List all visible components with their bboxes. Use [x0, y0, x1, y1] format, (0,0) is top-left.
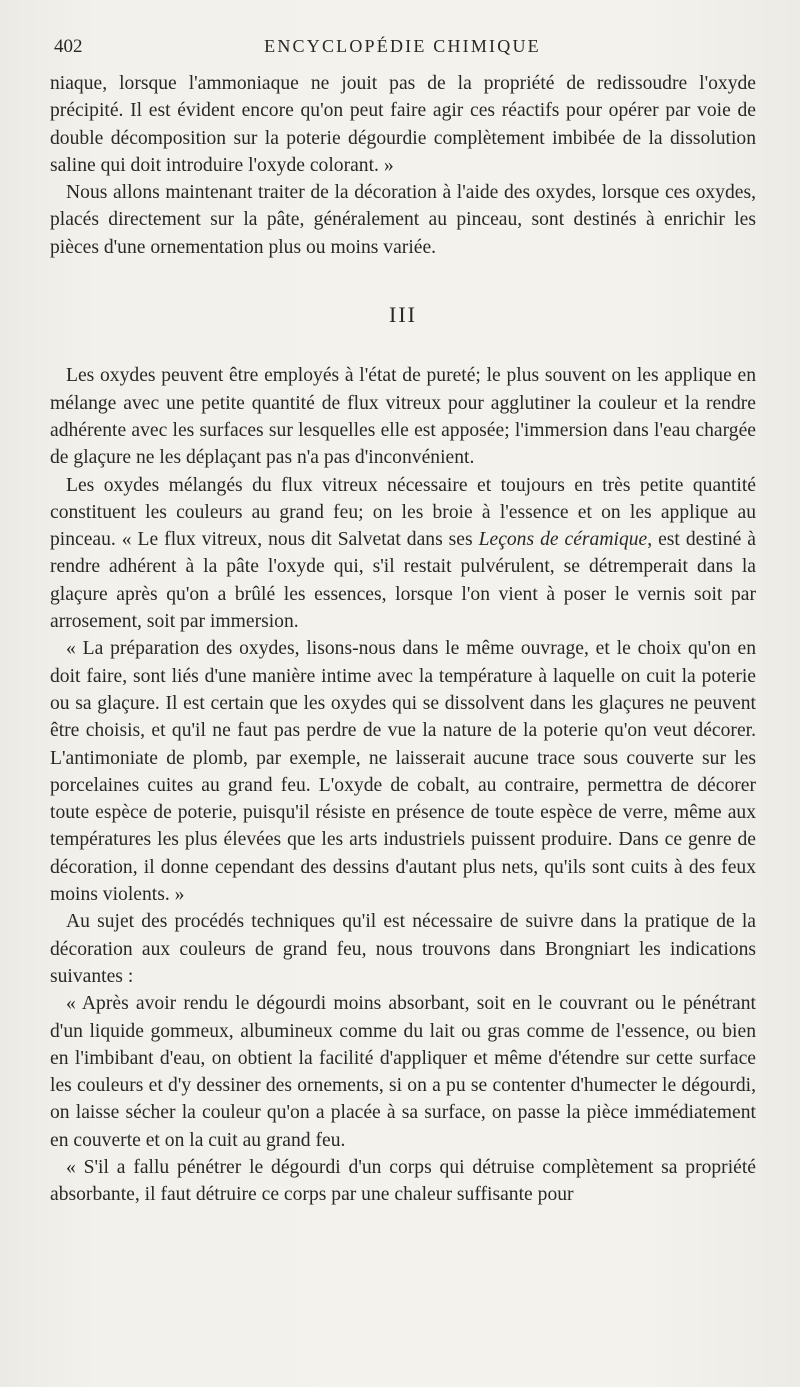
running-title: ENCYCLOPÉDIE CHIMIQUE	[264, 36, 541, 56]
paragraph: Au sujet des procédés techniques qu'il est nécessaire de suivre dans la pratique de la décoration aux couleurs de grand feu, nous trouvons dans Brongniart les indications suivantes :	[50, 911, 756, 987]
page-number: 402	[54, 36, 83, 57]
text-run: , est destiné à rendre adhérent à la pâte l'oxyde qui, s'il restait pulvérulent, se détremperait dans la glaçure après qu'on a brûlé les essences, lorsque l'on vient à poser le vernis soit par arrosement, soit par immersion.	[50, 529, 756, 633]
page-header	[50, 36, 755, 62]
book-title: Leçons de céramique	[478, 529, 648, 551]
body-text	[50, 70, 756, 1209]
section-heading: III	[389, 302, 417, 328]
paragraph-continuation: niaque, lorsque l'ammoniaque ne jouit pas de la propriété de redissoudre l'oxyde précipité. Il est évident encore qu'on peut faire agir ces réactifs pour opérer par voie de double décomposition sur la poterie dégourdie complètement imbibée de la dissolution saline qui doit introduire l'oxyde colorant. »	[50, 73, 756, 176]
paragraph-salvetat	[50, 472, 756, 636]
text-run: Les oxydes mélangés du flux vitreux nécessaire et toujours en très petite quantité constituent les couleurs au grand feu; on les broie à l'essence et on les applique au pinceau. « Le flux vitreux, nous dit Salvetat dans ses	[50, 474, 756, 551]
paragraph: « Après avoir rendu le dégourdi moins absorbant, soit en le couvrant ou le pénétrant d'un liquide gommeux, albumineux comme du lait ou gras comme de l'essence, ou bien en l'imbibant d'eau, on obtient la facilité d'appliquer et même d'étendre sur cette surface les couleurs et d'y dessiner des ornements, si on a pu se contenter d'humecter le dégourdi, on laisse sécher la couleur qu'on a placée à sa surface, on passe la pièce immédiatement en couverte et on la cuit au grand feu.	[50, 993, 756, 1151]
paragraph: Nous allons maintenant traiter de la décoration à l'aide des oxydes, lorsque ces oxydes, placés directement sur la pâte, généralement au pinceau, sont destinés à enrichir les pièces d'une ornementation plus ou moins variée.	[50, 182, 756, 258]
paragraph: Les oxydes peuvent être employés à l'état de pureté; le plus souvent on les applique en mélange avec une petite quantité de flux vitreux pour agglutiner la couleur et la rendre adhérente avec les surfaces sur lesquelles elle est apposée; l'immersion dans l'eau chargée de glaçure ne les déplaçant pas n'a pas d'inconvénient.	[50, 365, 756, 469]
paragraph: « S'il a fallu pénétrer le dégourdi d'un corps qui détruise complètement sa propriété absorbante, il faut détruire ce corps par une chaleur suffisante pour	[50, 1156, 756, 1206]
paragraph: « La préparation des oxydes, lisons-nous dans le même ouvrage, et le choix qu'on en doit faire, sont liés d'une manière intime avec la température à laquelle on cuit la poterie ou sa glaçure. Il est certain que les oxydes qui se dissolvent dans les glaçures ne peuvent être choisis, et qu'il ne faut pas perdre de vue la nature de la poterie qu'on veut décorer. L'antimoniate de plomb, par exemple, ne laisserait aucune trace sous couverte sur les porcelaines cuites au grand feu. L'oxyde de cobalt, au contraire, permettra de décorer toute espèce de poterie, puisqu'il résiste en présence de toute espèce de verre, même aux températures les plus élevées que les arts industriels puissent produire. Dans ce genre de décoration, il donne cependant des dessins d'autant plus nets, qu'ils sont cuits à des feux moins violents. »	[50, 638, 756, 906]
